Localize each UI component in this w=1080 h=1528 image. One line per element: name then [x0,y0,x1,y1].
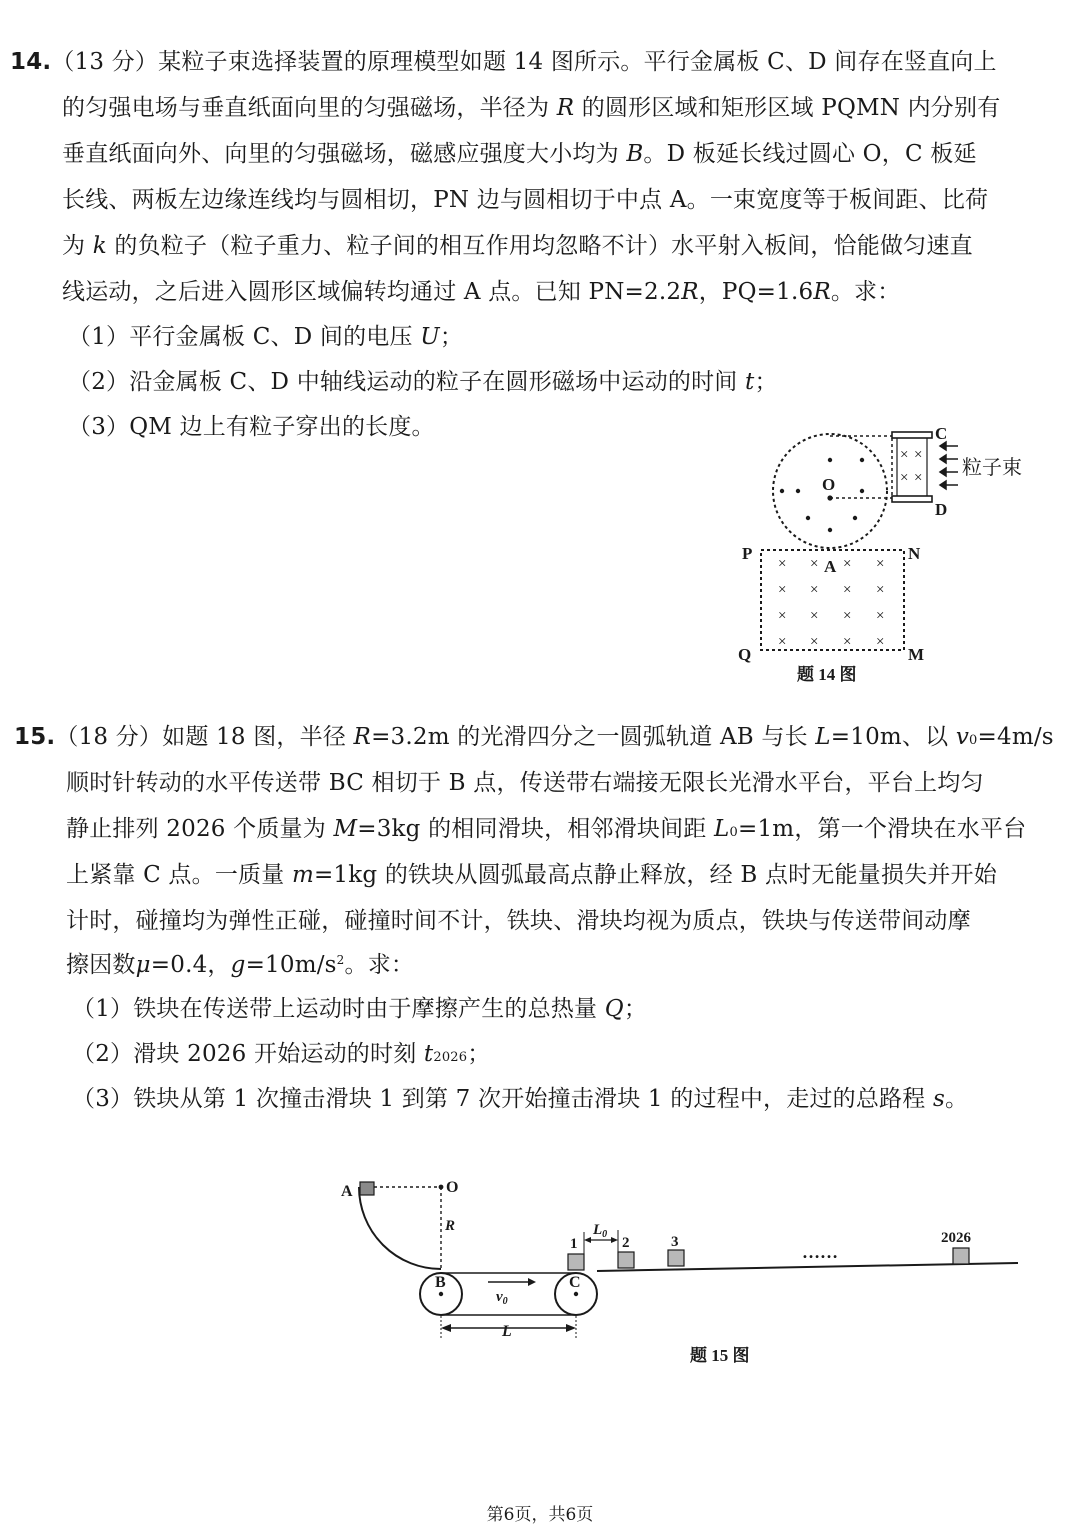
q15-var: L [714,816,730,842]
q15-sup: 2 [336,953,345,967]
svg-text:×: × [778,556,787,572]
q15-line-5 [66,906,971,936]
q14-text: 。D 板延长线过圆心 O，C 板延 [643,141,977,167]
svg-text:×: × [876,556,885,572]
svg-text:×: × [810,608,819,624]
q15-part-3 [72,1084,968,1114]
arrow-head [528,1278,536,1286]
q15-part-sub: 2026 [433,1050,468,1065]
label-a: A [341,1183,353,1200]
svg-text:×: × [843,634,852,650]
figure-14 [720,420,1050,690]
q14-part-text: （1）平行金属板 C、D 间的电压 [68,324,421,350]
slider-1 [568,1254,584,1270]
q14-line-1 [10,47,997,77]
slider-2 [618,1252,634,1268]
q14-line-3 [62,139,977,169]
roller-b-axle [439,1292,443,1296]
q15-text: =3kg 的相同滑块，相邻滑块间距 [357,816,715,842]
q15-text: 顺时针转动的水平传送带 BC 相切于 B 点，传送带右端接无限长光滑水平台，平台上均匀 [66,770,984,796]
q15-line-2 [66,768,984,798]
q15-part-2 [72,1039,490,1073]
q15-text: =0.4， [150,952,231,978]
svg-text:×: × [778,582,787,598]
plate-d [892,496,932,502]
q15-text: =10m/s [245,952,337,978]
q15-text: 擦因数 [66,952,136,978]
q15-sub: 0 [729,825,738,840]
q14-var-r: R [681,279,699,305]
q15-part-1 [72,994,647,1024]
figure-15-caption: 题 15 图 [690,1346,750,1365]
q15-part-var: Q [604,996,624,1022]
label-v0: $v_0$ [496,1289,508,1307]
svg-text:×: × [778,608,787,624]
svg-text:×: × [876,582,885,598]
label-p: P [742,544,753,563]
q14-score: （13 分） [51,49,159,75]
svg-text:×: × [914,447,923,463]
q15-number: 15. [14,724,56,750]
q14-part-text: ； [439,324,464,350]
q15-text: =4m/s [977,724,1054,750]
svg-text:×: × [843,556,852,572]
page-footer: 第6页，共6页 [486,1505,594,1525]
center-o [439,1185,444,1190]
q15-text: 如题 18 图，半径 [162,724,354,750]
q14-var-b: B [626,141,644,167]
q14-text: 线运动，之后进入圆形区域偏转均通过 A 点。已知 PN=2.2 [62,279,682,305]
q15-part-var: t [423,1041,434,1067]
slider-label-1: 1 [570,1236,578,1252]
ellipsis-dots: …… [802,1242,838,1262]
q14-part-var: U [420,324,440,350]
q15-var: μ [135,952,151,978]
q15-text: =3.2m 的光滑四分之一圆弧轨道 AB 与长 [371,724,816,750]
q14-var-k: k [92,233,107,259]
svg-text:×: × [778,634,787,650]
roller-c-axle [574,1292,578,1296]
label-q: Q [738,645,752,664]
q14-part-var: t [745,369,755,395]
label-l: L [502,1323,512,1340]
q15-var: R [353,724,372,750]
q15-text: =1m，第一个滑块在水平台 [738,816,1027,842]
q15-text: =1kg 的铁块从圆弧最高点静止释放，经 B 点时无能量损失并开始 [313,862,997,888]
svg-text:×: × [914,470,923,486]
slider-label-2026: 2026 [941,1230,971,1246]
q14-part-1 [68,322,463,352]
label-c: C [569,1274,581,1291]
svg-text:×: × [810,582,819,598]
q14-text: 的负粒子（粒子重力、粒子间的相互作用均忽略不计）水平射入板间，恰能做匀速直 [106,233,973,259]
q14-text: 为 [62,233,93,259]
q14-var-r: R [813,279,831,305]
label-m: M [908,645,925,664]
q15-text: 。求： [344,952,415,978]
svg-text:×: × [810,634,819,650]
label-l0: $L_0$ [593,1222,608,1240]
q15-line-3 [66,814,1026,848]
figure-14-caption: 题 14 图 [797,665,857,684]
q15-var: L [815,724,831,750]
slider-2026 [953,1248,969,1264]
svg-text:×: × [876,634,885,650]
q15-text: 计时，碰撞均为弹性正碰，碰撞时间不计，铁块、滑块均视为质点，铁块与传送带间动摩 [66,908,971,934]
q14-part-text: （2）沿金属板 C、D 中轴线运动的粒子在圆形磁场中运动的时间 [68,369,746,395]
beam-label: 粒子束 [962,457,1022,479]
q15-part-text: 。 [944,1086,969,1112]
q14-part-text: ； [754,369,778,395]
q15-part-text: ； [467,1041,491,1067]
label-r: R [445,1218,456,1234]
q15-text: =10m、以 [830,724,956,750]
q15-part-text: ； [623,996,648,1022]
q15-var: v [955,724,970,750]
q15-line-6 [66,950,414,983]
slider-label-2: 2 [622,1235,630,1251]
q15-text: 静止排列 2026 个质量为 [66,816,334,842]
q15-line-1 [14,722,1054,756]
q15-line-4 [66,860,997,890]
svg-text:×: × [810,556,819,572]
q14-part-2 [68,367,778,397]
arc-track-ab [359,1187,441,1269]
label-o: O [446,1179,459,1196]
q15-part-var: s [932,1086,945,1112]
q15-text: 上紧靠 C 点。一质量 [66,862,292,888]
q14-text: 。求： [830,279,901,305]
slider-label-3: 3 [671,1234,679,1250]
q14-line-4 [62,185,988,215]
q14-part-3 [68,412,435,442]
label-c: C [935,424,948,443]
q15-var: M [333,816,358,842]
q14-line-2 [62,93,1000,123]
q14-text: ，PQ=1.6 [698,279,814,305]
plate-field-crosses [900,447,922,486]
q14-text: 的匀强电场与垂直纸面向里的匀强磁场，半径为 [62,95,557,121]
q14-line-6 [62,277,900,307]
slider-3 [668,1250,684,1266]
q15-sub: 0 [969,733,978,748]
q14-part-text: （3）QM 边上有粒子穿出的长度。 [68,414,435,440]
q15-var: m [291,862,314,888]
label-b: B [435,1274,446,1291]
q14-text: 的圆形区域和矩形区域 PQMN 内分别有 [574,95,1001,121]
plate-c [892,432,932,438]
svg-text:×: × [876,608,885,624]
q15-var: g [230,952,246,978]
figure-15 [330,1165,1030,1375]
label-a: A [824,557,837,576]
svg-text:×: × [843,608,852,624]
q14-var-r: R [556,95,575,121]
svg-text:×: × [843,582,852,598]
label-d: D [935,500,948,519]
label-n: N [908,544,921,563]
q14-text: 长线、两板左边缘连线均与圆相切，PN 边与圆相切于中点 A。一束宽度等于板间距、比荷 [62,187,989,213]
q14-line-5 [62,231,973,261]
field-out-dots [780,458,864,532]
q14-text: 某粒子束选择装置的原理模型如题 14 图所示。平行金属板 C、D 间存在竖直向上 [158,49,997,75]
particle-beam-arrows [940,442,958,489]
q15-part-text: （1）铁块在传送带上运动时由于摩擦产生的总热量 [72,996,605,1022]
q15-part-text: （2）滑块 2026 开始运动的时刻 [72,1041,424,1067]
svg-text:×: × [900,470,909,486]
label-o: O [822,475,836,494]
svg-text:×: × [900,447,909,463]
q14-number: 14. [10,49,52,75]
q14-text: 垂直纸面向外、向里的匀强磁场，磁感应强度大小均为 [62,141,627,167]
q15-score: （18 分） [55,724,163,750]
q15-part-text: （3）铁块从第 1 次撞击滑块 1 到第 7 次开始撞击滑块 1 的过程中，走过的总路程 [72,1086,933,1112]
iron-block [360,1182,374,1195]
